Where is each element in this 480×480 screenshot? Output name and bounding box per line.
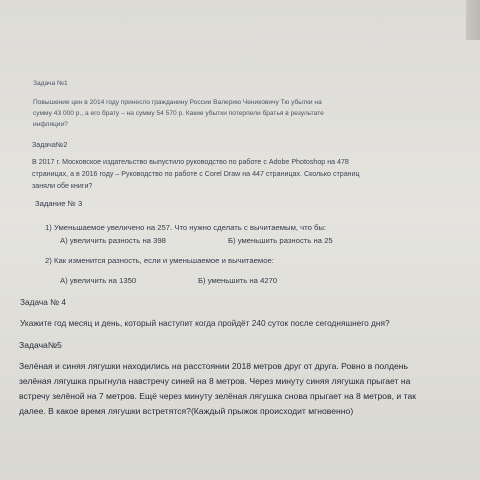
problem-1-title: Задача №1 — [33, 80, 68, 87]
problem-2-line-3: заняли обе книги? — [32, 182, 93, 190]
page-edge-shadow — [466, 0, 480, 40]
problem-5-title: Задача№5 — [19, 340, 62, 350]
problem-1-line-2: сумму 43 000 р., а его брату – на сумму 54 570 р. Какие убытки потерпели братья в результате — [33, 110, 324, 117]
problem-3-title: Задание № 3 — [35, 199, 83, 208]
problem-3-q2-option-a: А) увеличить на 1350 — [60, 276, 137, 285]
problem-2-title: Задача№2 — [32, 141, 68, 149]
problem-5-line-2: зелёная лягушка прыгнула навстречу синей на 8 метров. Через минуту синяя лягушка прыгает на — [19, 376, 411, 386]
problem-2-line-2: страницах, а в 2016 году – Руководство по работе с Corel Draw на 447 страницах. Сколько страниц — [32, 170, 360, 178]
problem-3-question-2: 2) Как изменится разность, если и уменьшаемое и вычитаемое: — [45, 256, 274, 265]
problem-5-line-1: Зелёная и синяя лягушки находились на расстоянии 2018 метров друг от друга. Ровно в полдень — [19, 361, 409, 371]
problem-1-line-1: Повышение цен в 2014 году принесло гражданину России Валерию Чениковичу Тю убытки на — [33, 99, 322, 106]
problem-2-line-1: В 2017 г. Московское издательство выпустило руководство по работе с Adobe Photoshop на 478 — [32, 158, 349, 166]
problem-3-q2-option-b: Б) уменьшить на 4270 — [198, 276, 278, 285]
problem-4-text: Укажите год месяц и день, который наступит когда пройдёт 240 суток после сегодняшнего дня? — [20, 318, 390, 328]
problem-3-q1-option-a: А) увеличить разность на 398 — [60, 236, 166, 245]
problem-1-line-3: инфляции? — [33, 121, 68, 128]
problem-5-line-3: встречу зелёной на 7 метров. Ещё через минуту зелёная лягушка снова прыгает на 8 метров, и так — [19, 391, 416, 401]
problem-5-line-4: далее. В какое время лягушки встретятся?(Каждый прыжок происходит мгновенно) — [19, 406, 354, 416]
problem-3-q1-option-b: Б) уменьшить разность на 25 — [228, 236, 333, 245]
problem-3-question-1: 1) Уменьшаемое увеличено на 257. Что нужно сделать с вычитаемым, что бы: — [45, 223, 327, 232]
problem-4-title: Задача № 4 — [20, 297, 66, 307]
